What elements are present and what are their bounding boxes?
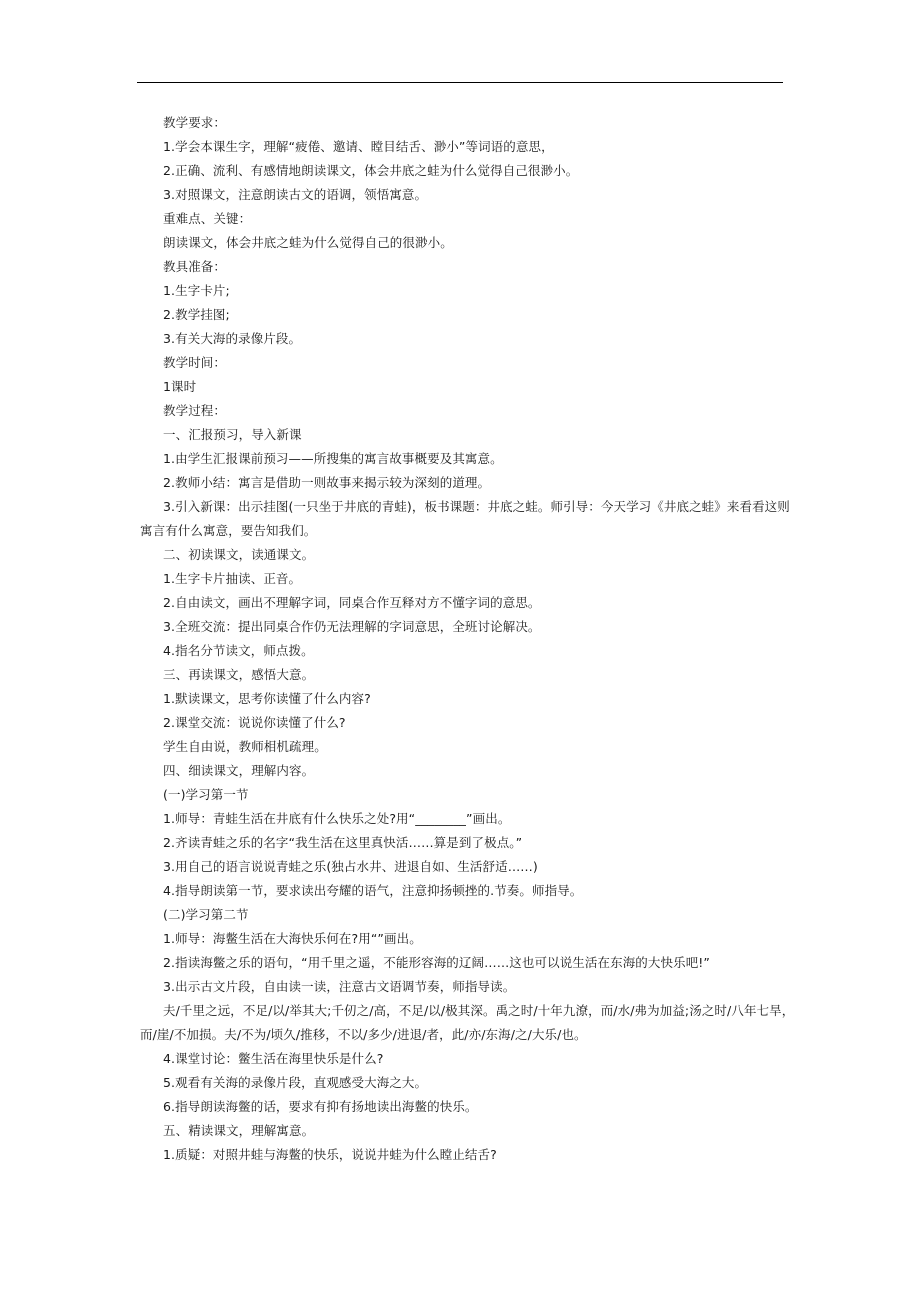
section-4-heading: 四、细读课文，理解内容。 (163, 763, 315, 778)
section-3-item-2: 2.课堂交流：说说你读懂了什么? (163, 715, 346, 730)
section-1-item-1: 1.由学生汇报课前预习——所搜集的寓言故事概要及其寓意。 (163, 451, 503, 466)
subsection-1-item-3: 3.用自己的语言说说青蛙之乐(独占水井、进退自如、生活舒适……) (163, 859, 538, 874)
requirement-item-1: 1.学会本课生字，理解“疲倦、邀请、瞠目结舌、渺小”等词语的意思， (163, 139, 554, 154)
heading-teaching-aids: 教具准备： (163, 259, 227, 274)
subsection-2-heading: (二)学习第二节 (163, 907, 249, 922)
classical-text-line-2: 而/崖/不加损。夫/不为/顷久/推移，不以/多少/进退/者，此/亦/东海/之/大乐/也。 (140, 1027, 587, 1042)
section-1-item-3-cont: 寓言有什么寓意，要告知我们。 (140, 523, 317, 538)
section-1-item-2: 2.教师小结：寓言是借助一则故事来揭示较为深刻的道理。 (163, 475, 491, 490)
heading-teaching-time: 教学时间： (163, 355, 227, 370)
section-3-note: 学生自由说，教师相机疏理。 (163, 739, 327, 754)
subsection-2-item-6: 6.指导朗读海鳖的话，要求有抑有扬地读出海鳖的快乐。 (163, 1099, 478, 1114)
section-5-heading: 五、精读课文，理解寓意。 (163, 1123, 315, 1138)
section-5-item-1: 1.质疑：对照井蛙与海鳖的快乐，说说井蛙为什么瞠止结舌? (163, 1147, 497, 1162)
subsection-1-heading: (一)学习第一节 (163, 787, 249, 802)
section-3-item-1: 1.默读课文，思考你读懂了什么内容? (163, 691, 371, 706)
subsection-1-item-2: 2.齐读青蛙之乐的名字“我生活在这里真快活……算是到了极点。” (163, 835, 523, 850)
heading-key-points: 重难点、关键： (163, 211, 252, 226)
teaching-time-value: 1课时 (163, 379, 197, 394)
section-2-item-1: 1.生字卡片抽读、正音。 (163, 571, 302, 586)
section-3-heading: 三、再读课文，感悟大意。 (163, 667, 315, 682)
subsection-1-item-4: 4.指导朗读第一节，要求读出夸耀的语气，注意抑扬顿挫的.节奏。师指导。 (163, 883, 583, 898)
heading-teaching-process: 教学过程： (163, 403, 227, 418)
subsection-2-item-1: 1.师导：海鳖生活在大海快乐何在?用“”画出。 (163, 931, 422, 946)
section-2-item-4: 4.指名分节读文，师点拨。 (163, 643, 314, 658)
header-rule (137, 82, 783, 83)
aid-item-3: 3.有关大海的录像片段。 (163, 331, 302, 346)
subsection-1-item-1: 1.师导：青蛙生活在井底有什么快乐之处?用“________”画出。 (163, 811, 511, 826)
heading-teaching-requirements: 教学要求： (163, 115, 227, 130)
section-1-heading: 一、汇报预习，导入新课 (163, 427, 302, 442)
subsection-2-item-5: 5.观看有关海的录像片段，直观感受大海之大。 (163, 1075, 428, 1090)
classical-text-line-1: 夫/千里之远，不足/以/举其大;千仞之/高，不足/以/极其深。禹之时/十年九潦，而/水/弗为加益;汤之时/八年七旱， (163, 1003, 795, 1018)
section-2-item-3: 3.全班交流：提出同桌合作仍无法理解的字词意思，全班讨论解决。 (163, 619, 541, 634)
subsection-2-item-2: 2.指读海鳖之乐的语句，“用千里之遥，不能形容海的辽阔……这也可以说生活在东海的大快乐吧!” (163, 955, 710, 970)
subsection-2-item-3: 3.出示古文片段，自由读一读，注意古文语调节奏，师指导读。 (163, 979, 516, 994)
requirement-item-3: 3.对照课文，注意朗读古文的语调，领悟寓意。 (163, 187, 428, 202)
requirement-item-2: 2.正确、流利、有感情地朗读课文，体会井底之蛙为什么觉得自己很渺小。 (163, 163, 579, 178)
key-points-text: 朗读课文，体会井底之蛙为什么觉得自己的很渺小。 (163, 235, 453, 250)
aid-item-2: 2.教学挂图; (163, 307, 230, 322)
subsection-2-item-4: 4.课堂讨论：鳖生活在海里快乐是什么? (163, 1051, 384, 1066)
aid-item-1: 1.生字卡片; (163, 283, 230, 298)
section-2-item-2: 2.自由读文，画出不理解字词，同桌合作互释对方不懂字词的意思。 (163, 595, 541, 610)
section-1-item-3: 3.引入新课：出示挂图(一只坐于井底的青蛙)，板书课题：井底之蛙。师引导：今天学习《井底之蛙》来看看这则 (163, 499, 790, 514)
section-2-heading: 二、初读课文，读通课文。 (163, 547, 315, 562)
